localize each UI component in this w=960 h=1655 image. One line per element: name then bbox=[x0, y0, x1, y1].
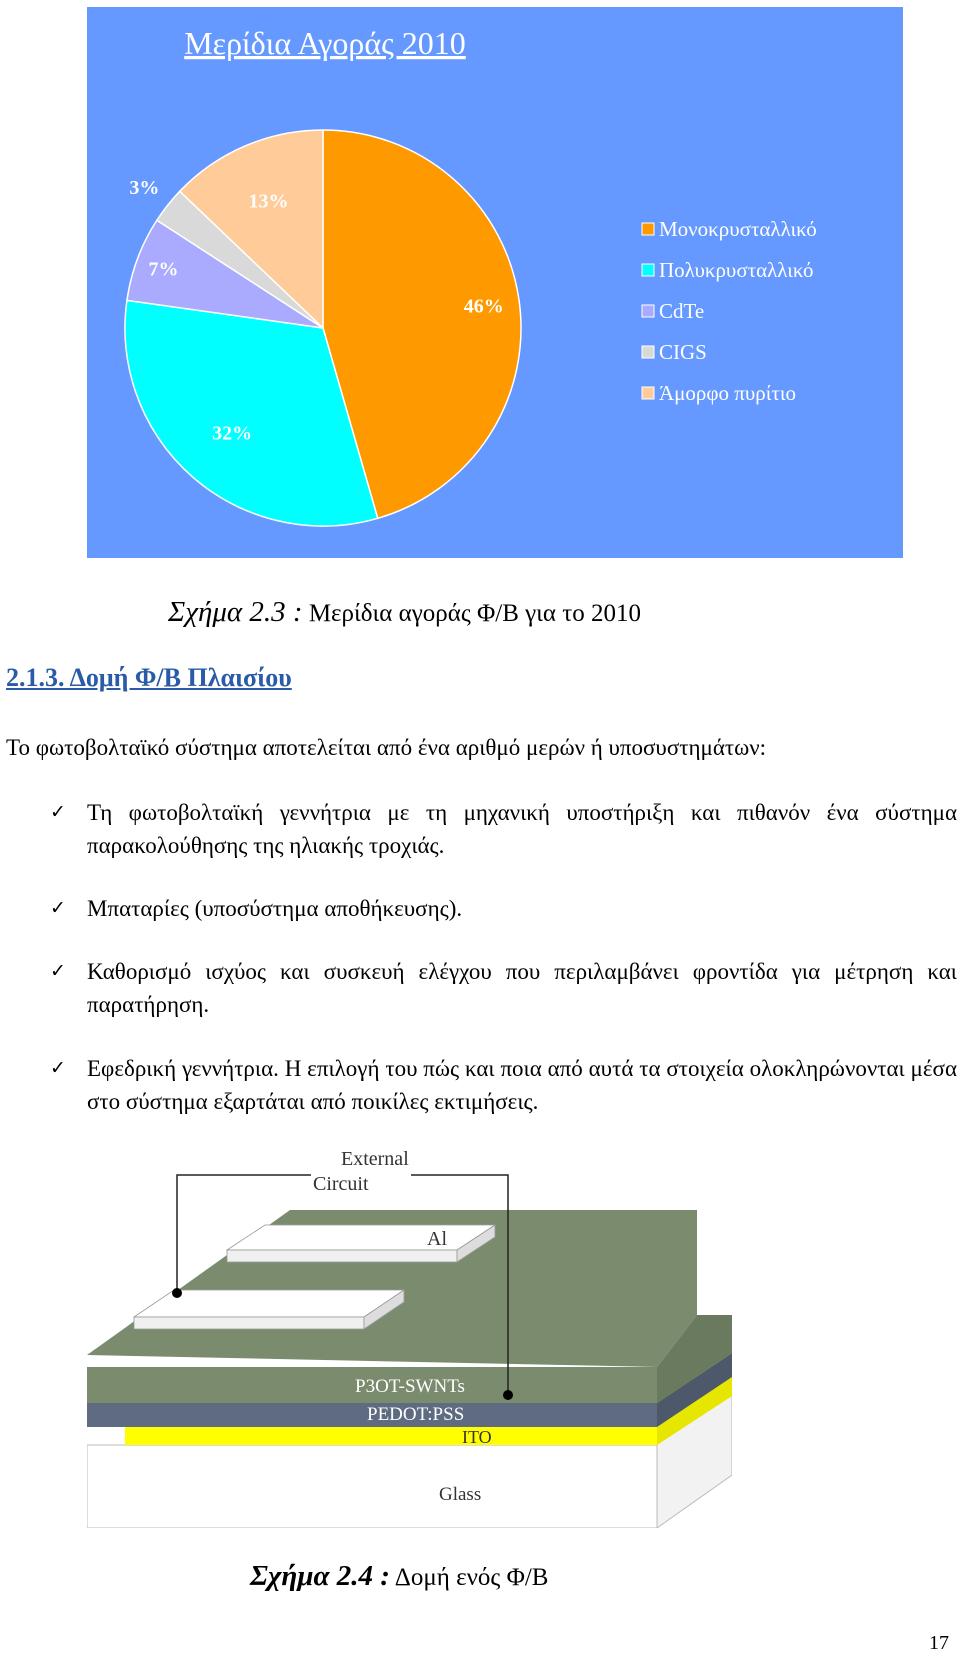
checkmark-icon: ✓ bbox=[50, 801, 66, 823]
list-item bbox=[50, 1052, 957, 1122]
external-circuit-label: External bbox=[341, 1148, 409, 1170]
legend-label-polycrystalline: Πολυκρυσταλλικό bbox=[659, 258, 814, 282]
glass-label: Glass bbox=[439, 1484, 482, 1505]
list-item-text: Μπαταρίες (υποσύστημα αποθήκευσης). bbox=[87, 896, 463, 921]
ito-layer bbox=[125, 1427, 657, 1445]
legend-label-monocrystalline: Μονοκρυσταλλικό bbox=[659, 217, 817, 241]
list-item bbox=[50, 892, 957, 928]
al-label: Al bbox=[427, 1228, 447, 1250]
intro-paragraph: Το φωτοβολταϊκό σύστημα αποτελείται από ένα αριθμό μερών ή υποσυστημάτων: bbox=[6, 735, 767, 760]
al-electrode bbox=[227, 1250, 457, 1262]
figure-caption-2-4 bbox=[250, 1560, 548, 1593]
contact-dot bbox=[172, 1288, 182, 1298]
legend-swatch-cdte bbox=[642, 305, 654, 317]
list-item bbox=[50, 955, 957, 1025]
list-item-text: Τη φωτοβολταϊκή γεννήτρια με τη μηχανική υποστήριξη και πιθανόν ένα σύστημα παρακολούθησης της ηλιακής τροχιάς. bbox=[87, 800, 957, 858]
figure-caption-text: Μερίδια αγοράς Φ/Β για το 2010 bbox=[302, 600, 642, 627]
legend-label-cigs: CIGS bbox=[659, 340, 707, 364]
pie-slice-label-cigs: 3% bbox=[129, 176, 160, 199]
legend-label-cdte: CdTe bbox=[659, 299, 705, 323]
section-heading: 2.1.3. Δομή Φ/Β Πλαισίου bbox=[6, 663, 292, 692]
pie-slice-label-amorphous-silicon: 13% bbox=[248, 190, 289, 213]
al-electrode bbox=[134, 1317, 364, 1329]
market-share-pie-chart bbox=[87, 7, 903, 558]
legend-label-amorphous-silicon: Άμορφο πυρίτιο bbox=[659, 381, 796, 405]
chart-title: Μερίδια Αγοράς 2010 bbox=[184, 25, 466, 61]
al-electrode-top bbox=[227, 1225, 495, 1250]
pie-slices bbox=[125, 130, 521, 526]
legend-swatch-amorphous-silicon bbox=[642, 387, 654, 399]
pv-structure-svg bbox=[87, 1145, 732, 1528]
pie-slice-label-polycrystalline: 32% bbox=[212, 422, 253, 445]
list-item-text: Καθορισμό ισχύος και συσκευή ελέγχου που περιλαμβάνει φροντίδα για μέτρηση και παρατήρηση. bbox=[87, 959, 957, 1017]
p3ot-swnts-label: P3OT-SWNTs bbox=[355, 1376, 465, 1397]
legend-swatch-cigs bbox=[642, 346, 654, 358]
pv-structure-diagram bbox=[87, 1145, 732, 1528]
contact-dot bbox=[503, 1390, 513, 1400]
legend-swatch-monocrystalline bbox=[642, 223, 654, 235]
checkmark-icon: ✓ bbox=[50, 897, 66, 919]
checkmark-icon: ✓ bbox=[50, 1057, 66, 1079]
figure-caption-label: Σχήμα 2.3 : bbox=[168, 596, 303, 628]
page-number: 17 bbox=[929, 1632, 949, 1654]
pie-chart-svg bbox=[87, 7, 903, 558]
figure-caption-text: Δομή ενός Φ/Β bbox=[389, 1564, 549, 1591]
pie-slice-label-cdte: 7% bbox=[148, 258, 179, 281]
figure-caption-2-3 bbox=[168, 596, 641, 629]
pedot-pss-label: PEDOT:PSS bbox=[367, 1404, 465, 1425]
checkmark-icon: ✓ bbox=[50, 960, 66, 982]
external-circuit-label: Circuit bbox=[313, 1173, 369, 1195]
pie-slice-label-monocrystalline: 46% bbox=[463, 295, 504, 318]
glass-layer bbox=[87, 1445, 657, 1528]
list-item-text: Εφεδρική γεννήτρια. Η επιλογή του πώς και ποια από αυτά τα στοιχεία ολοκληρώνονται μέσα στο σύστημα εξαρτάται από ποικίλες εκτιμήσεις. bbox=[87, 1056, 957, 1114]
list-item bbox=[50, 796, 957, 866]
figure-caption-label: Σχήμα 2.4 : bbox=[250, 1560, 390, 1592]
ito-label: ITO bbox=[462, 1427, 492, 1447]
legend-swatch-polycrystalline bbox=[642, 264, 654, 276]
